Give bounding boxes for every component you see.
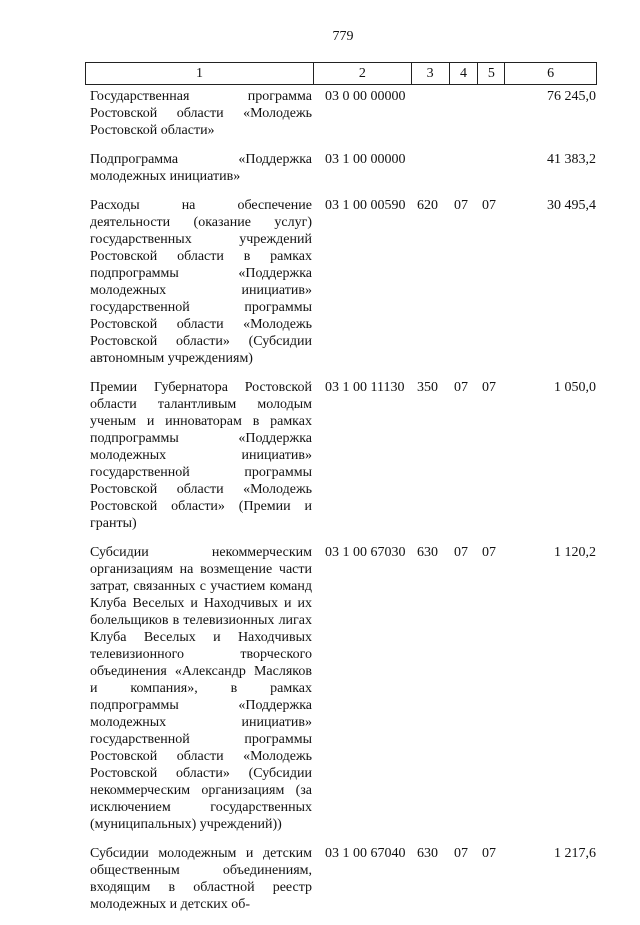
table-row [85,845,605,913]
table-row [85,197,605,367]
row-name: Подпрограмма «Поддержка молодежных инициатив» [90,152,312,184]
row-sum: 30 495,4 [547,198,596,213]
row-sum: 1 050,0 [554,380,596,395]
row-pr: 07 [482,846,496,861]
table-header [85,62,597,85]
table-row [85,379,605,532]
row-name: Расходы на обеспечение деятельности (оказание услуг) государственных учреждений Ростовской области в рамках подпрограммы «Поддержка молодежных инициатив» государственной программы Ростовской области «Молодежь Ростовской области» (Субсидии автономным учреждениям) [90,198,312,366]
row-name: Премии Губернатора Ростовской области талантливым молодым ученым и инноваторам в рамках подпрограммы «Поддержка молодежных инициатив» государственной программы Ростовской области «Молодежь Ростовской области» (Премии и гранты) [90,380,312,531]
row-code: 03 1 00 11130 [325,380,405,395]
page-number: 779 [332,29,354,44]
header-col-1: 1 [86,63,314,84]
table-row [85,88,605,139]
header-col-6: 6 [547,65,555,81]
row-vr: 630 [417,846,438,861]
row-code: 03 1 00 67040 [325,846,406,861]
table-row [85,544,605,833]
row-pr: 07 [482,380,496,395]
row-name: Субсидии молодежным и детским общественным объединениям, входящим в областной реестр молодежных и детских об- [90,846,312,912]
row-code: 03 1 00 67030 [325,545,406,560]
header-col-2: 2 [314,63,412,84]
row-code: 03 1 00 00590 [325,198,406,213]
row-rz: 07 [454,846,468,861]
row-name: Субсидии некоммерческим организациям на возмещение части затрат, связанных с участием команд Клуба Веселых и Находчивых и их болельщиков в телевизионных лигах Клуба Веселых и Находчивых телевизионного творческого объединения «Александр Масляков и компания», в рамках подпрограммы «Поддержка молодежных инициатив» государственной программы Ростовской области «Молодежь Ростовской области» (Субсидии некоммерческим организациям (за исключением государственных (муниципальных) учреждений)) [90,545,312,832]
row-vr: 630 [417,545,438,560]
row-pr: 07 [482,198,496,213]
row-rz: 07 [454,380,468,395]
header-col-3: 3 [412,63,450,84]
row-vr: 350 [417,380,438,395]
table-row [85,151,605,185]
row-pr: 07 [482,545,496,560]
header-col-4: 4 [450,63,479,84]
row-sum: 76 245,0 [547,89,596,104]
row-vr: 620 [417,198,438,213]
row-sum: 41 383,2 [547,152,596,167]
row-rz: 07 [454,545,468,560]
row-rz: 07 [454,198,468,213]
row-name: Государственная программа Ростовской области «Молодежь Ростовской области» [90,89,312,138]
row-code: 03 1 00 00000 [325,152,406,167]
row-sum: 1 217,6 [554,846,596,861]
table-body [85,88,605,925]
row-code: 03 0 00 00000 [325,89,406,104]
row-sum: 1 120,2 [554,545,596,560]
header-col-5: 5 [478,63,505,84]
